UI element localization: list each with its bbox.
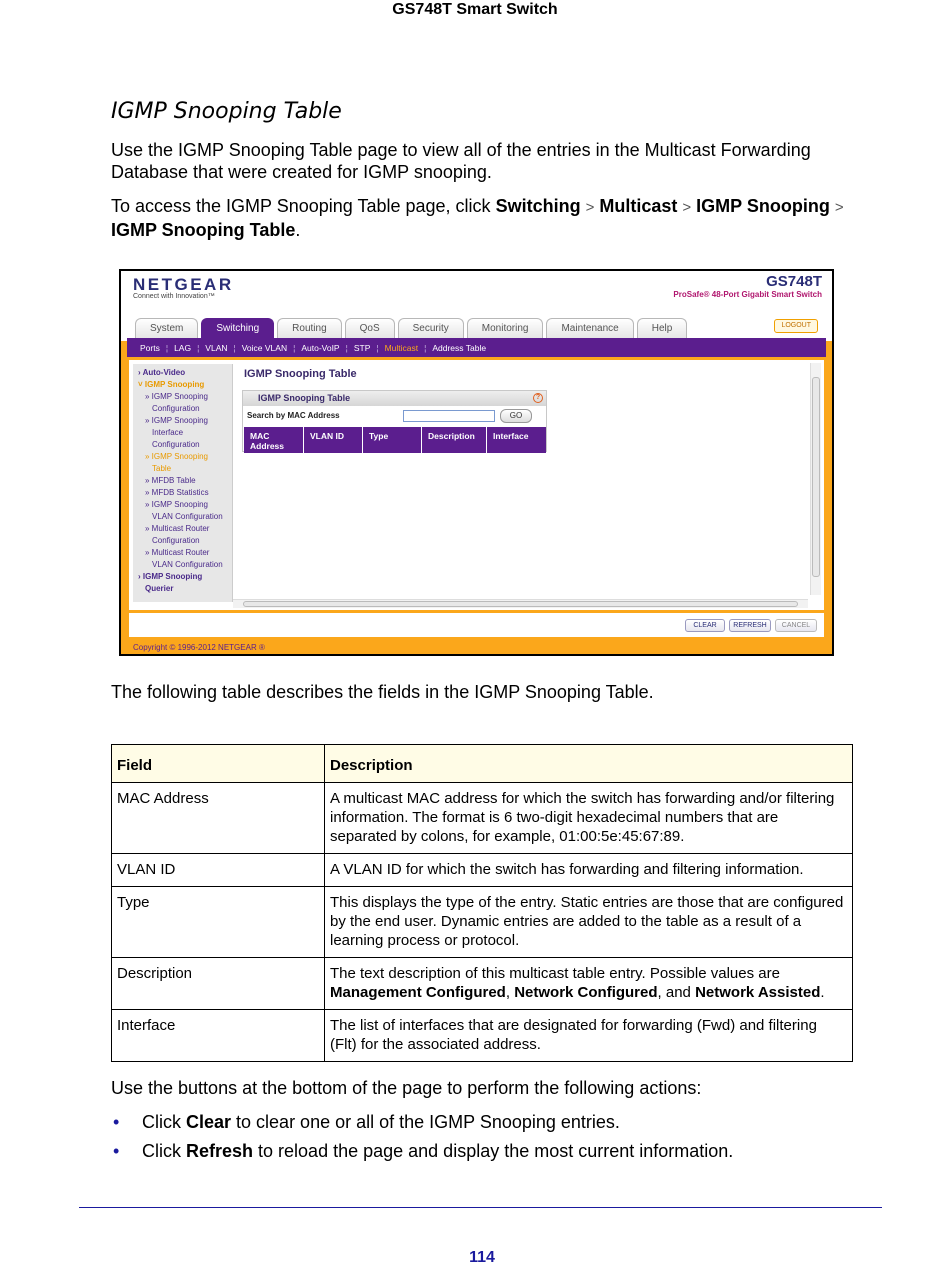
tab-maintenance[interactable]: Maintenance xyxy=(546,318,633,338)
footer-divider xyxy=(79,1207,882,1208)
field-cell: VLAN ID xyxy=(112,854,325,887)
access-suffix: . xyxy=(295,220,301,240)
path-separator: > xyxy=(585,199,595,216)
path-separator: > xyxy=(682,199,692,216)
subnav-divider: ¦ xyxy=(165,342,169,353)
main-tabs xyxy=(135,318,687,338)
clear-button[interactable]: CLEAR xyxy=(685,619,725,632)
copyright: Copyright © 1996-2012 NETGEAR ® xyxy=(133,643,265,652)
widget-title xyxy=(243,391,546,406)
search-label: Search by MAC Address xyxy=(247,411,340,420)
header-description: Description xyxy=(325,745,853,783)
subnav-divider: ¦ xyxy=(233,342,236,353)
sidebar-item-igmp-config-cont[interactable]: Configuration xyxy=(152,404,200,413)
sidebar-item-igmp-querier-cont[interactable]: Querier xyxy=(145,584,174,593)
content-title: IGMP Snooping Table xyxy=(244,368,357,380)
subnav-divider: ¦ xyxy=(376,342,379,353)
content-pane xyxy=(129,360,824,610)
model-description: ProSafe® 48-Port Gigabit Smart Switch xyxy=(673,290,822,299)
field-table xyxy=(111,744,853,1062)
tab-help[interactable]: Help xyxy=(637,318,688,338)
sidebar-item-mrouter-vlan-cont[interactable]: VLAN Configuration xyxy=(152,560,223,569)
sidebar-item-igmp-querier[interactable]: › IGMP Snooping xyxy=(138,572,203,581)
intro-paragraph: Use the IGMP Snooping Table page to view all of the entries in the Multicast Forwarding Database that were created for IGMP snooping. xyxy=(111,140,811,182)
subnav-divider: ¦ xyxy=(197,342,200,353)
path-igmp-snooping-table: IGMP Snooping Table xyxy=(111,220,296,240)
table-header-row xyxy=(112,745,853,783)
path-multicast: Multicast xyxy=(599,196,678,216)
snooping-table-widget xyxy=(242,390,547,452)
subnav-address-table[interactable]: Address Table xyxy=(432,342,487,353)
sidebar-item-igmp-vlan[interactable]: » IGMP Snooping xyxy=(145,500,209,509)
sidebar-item-igmp-interface-cont[interactable]: Interface xyxy=(152,428,184,437)
description-cell: The list of interfaces that are designated for forwarding (Fwd) and filtering (Flt) for the associated address. xyxy=(325,1010,853,1062)
col-mac-address: MAC Address xyxy=(244,427,304,453)
subnav-divider: ¦ xyxy=(424,342,427,353)
tab-system[interactable]: System xyxy=(135,318,198,338)
page-number: 114 xyxy=(469,1249,495,1266)
list-item: • Click Refresh to reload the page and display the most current information. xyxy=(113,1141,734,1161)
sidebar-item-igmp-vlan-cont[interactable]: VLAN Configuration xyxy=(152,512,223,521)
tab-routing[interactable]: Routing xyxy=(277,318,341,338)
table-intro: The following table describes the fields in the IGMP Snooping Table. xyxy=(111,682,654,702)
horizontal-scrollbar[interactable] xyxy=(233,599,808,608)
logo-tagline: Connect with Innovation™ xyxy=(133,293,215,300)
subnav-voice-vlan[interactable]: Voice VLAN xyxy=(241,342,288,353)
search-row xyxy=(243,406,546,426)
col-description: Description xyxy=(422,427,487,453)
cancel-button[interactable]: CANCEL xyxy=(775,619,817,632)
sidebar-item-igmp-table[interactable]: » IGMP Snooping xyxy=(145,452,209,461)
subnav-stp[interactable]: STP xyxy=(353,342,371,353)
bullet-icon: • xyxy=(113,1112,120,1132)
sidebar-item-igmp-interface-cont[interactable]: Configuration xyxy=(152,440,200,449)
field-cell: Description xyxy=(112,958,325,1010)
screenshot-header xyxy=(121,271,832,341)
tab-security[interactable]: Security xyxy=(398,318,464,338)
running-head: GS748T Smart Switch xyxy=(392,1,558,18)
netgear-logo: NETGEAR xyxy=(133,275,234,294)
horizontal-scroll-thumb[interactable] xyxy=(243,601,798,607)
section-title: IGMP Snooping Table xyxy=(111,99,342,124)
sidebar-item-mfdb-statistics[interactable]: » MFDB Statistics xyxy=(145,488,209,497)
path-switching: Switching xyxy=(495,196,581,216)
table-header xyxy=(244,427,546,453)
subnav-divider: ¦ xyxy=(345,342,348,353)
sidebar-item-igmp-table-cont[interactable]: Table xyxy=(152,464,172,473)
go-button[interactable]: GO xyxy=(500,409,532,423)
field-cell: Type xyxy=(112,887,325,958)
subnav-multicast[interactable]: Multicast xyxy=(384,342,419,353)
search-mac-input[interactable] xyxy=(403,410,495,422)
col-interface: Interface xyxy=(487,427,546,453)
field-cell: Interface xyxy=(112,1010,325,1062)
sidebar-item-mrouter-config[interactable]: » Multicast Router xyxy=(145,524,210,533)
vertical-scroll-thumb[interactable] xyxy=(812,377,820,577)
vertical-scrollbar[interactable] xyxy=(810,363,821,595)
sidebar-item-mrouter-vlan[interactable]: » Multicast Router xyxy=(145,548,210,557)
sidebar xyxy=(133,364,233,602)
subnav-lag[interactable]: LAG xyxy=(174,342,192,353)
sidebar-item-igmp-config[interactable]: » IGMP Snooping xyxy=(145,392,209,401)
sidebar-item-mrouter-config-cont[interactable]: Configuration xyxy=(152,536,200,545)
logout-button[interactable]: LOGOUT xyxy=(774,319,818,333)
sub-navigation xyxy=(127,338,826,357)
col-type: Type xyxy=(363,427,422,453)
header-field: Field xyxy=(112,745,325,783)
widget-title-text: IGMP Snooping Table xyxy=(258,393,351,403)
help-icon[interactable]: ? xyxy=(533,393,543,403)
subnav-vlan[interactable]: VLAN xyxy=(205,342,228,353)
action-list xyxy=(111,1111,871,1169)
description-cell: A multicast MAC address for which the switch has forwarding and/or filtering information. The format is 6 two-digit hexadecimal numbers that are separated by colons, for example, 01:00:5e:45:67:89. xyxy=(325,783,853,854)
table-row xyxy=(112,887,853,958)
subnav-ports[interactable]: Ports xyxy=(140,342,160,353)
subnav-divider: ¦ xyxy=(293,342,296,353)
actions-intro: Use the buttons at the bottom of the page to perform the following actions: xyxy=(111,1078,702,1098)
description-cell: The text description of this multicast table entry. Possible values are Management Configured, Network Configured, and Network Assisted. xyxy=(325,958,853,1010)
path-igmp-snooping: IGMP Snooping xyxy=(696,196,830,216)
refresh-button[interactable]: REFRESH xyxy=(729,619,771,632)
sidebar-item-igmp-interface[interactable]: » IGMP Snooping xyxy=(145,416,209,425)
access-prefix: To access the IGMP Snooping Table page, click xyxy=(111,196,496,216)
sidebar-item-mfdb-table[interactable]: » MFDB Table xyxy=(145,476,196,485)
bullet-icon: • xyxy=(113,1141,120,1161)
list-item: • Click Clear to clear one or all of the IGMP Snooping entries. xyxy=(113,1112,620,1132)
tab-qos[interactable]: QoS xyxy=(345,318,395,338)
tab-switching[interactable]: Switching xyxy=(201,318,274,338)
button-bar xyxy=(129,613,824,637)
main-content xyxy=(244,368,541,451)
table-row xyxy=(112,854,853,887)
field-cell: MAC Address xyxy=(112,783,325,854)
sidebar-item-auto-video[interactable]: › Auto-Video xyxy=(138,368,186,377)
tab-monitoring[interactable]: Monitoring xyxy=(467,318,544,338)
table-row xyxy=(112,958,853,1010)
sidebar-item-igmp-snooping[interactable]: ˅ IGMP Snooping xyxy=(138,380,205,389)
description-cell: This displays the type of the entry. Static entries are those that are configured by the end user. Dynamic entries are added to the table as a result of a learning process or protocol. xyxy=(325,887,853,958)
access-paragraph xyxy=(111,195,871,241)
model-name: GS748T xyxy=(766,273,822,290)
table-row xyxy=(112,1010,853,1062)
col-vlan-id: VLAN ID xyxy=(304,427,363,453)
ui-screenshot xyxy=(119,269,834,656)
subnav-auto-voip[interactable]: Auto-VoIP xyxy=(301,342,340,353)
description-cell: A VLAN ID for which the switch has forwarding and filtering information. xyxy=(325,854,853,887)
path-separator: > xyxy=(834,199,844,216)
table-row xyxy=(112,783,853,854)
